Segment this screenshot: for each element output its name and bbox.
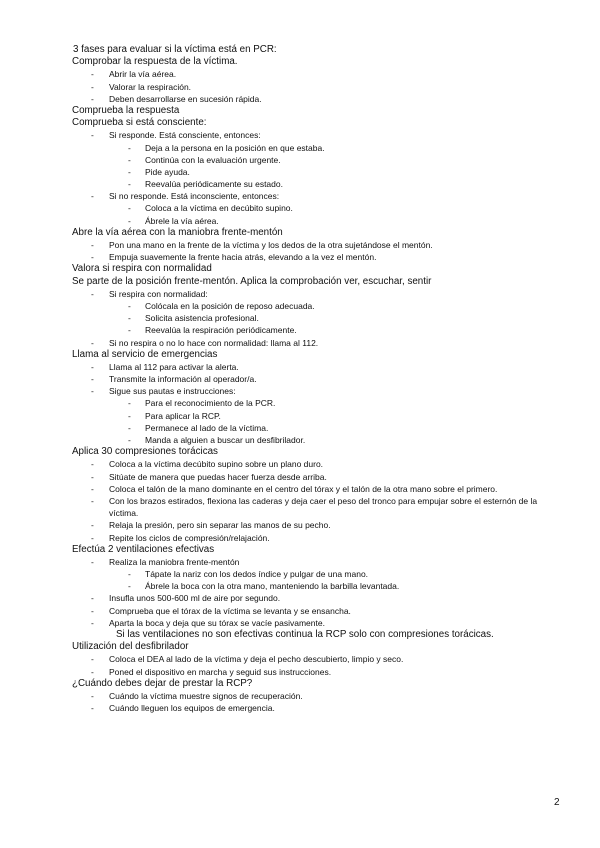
sub-bullet-item xyxy=(0,568,600,580)
line-text: Colócala en la posición de reposo adecuada. xyxy=(145,300,315,311)
line-text: Pon una mano en la frente de la víctima y los dedos de la otra sujetándose el mentón. xyxy=(109,240,433,250)
line-text: Valora si respira con normalidad xyxy=(72,263,212,275)
line-text: Realiza la maniobra frente-mentón xyxy=(109,556,240,567)
line-text: Sigue sus pautas e instrucciones: xyxy=(109,386,236,397)
sub-bullet-item xyxy=(0,202,600,214)
bullet-dash: - xyxy=(91,69,94,80)
bullet-dash: - xyxy=(91,471,94,482)
bullet-item xyxy=(0,532,600,544)
bullet-item xyxy=(0,68,600,80)
bullet-dash: - xyxy=(91,654,94,665)
bullet-item xyxy=(0,373,600,385)
bullet-item xyxy=(0,337,600,349)
bullet-item xyxy=(0,471,600,483)
bullet-dash: - xyxy=(91,252,94,263)
line-text: Poned el dispositivo en marcha y seguid sus instrucciones. xyxy=(109,666,332,677)
line-text: Ábrele la vía aérea. xyxy=(145,215,219,226)
line-text: Aparta la boca y deja que su tórax se vacíe pasivamente. xyxy=(109,617,325,628)
bullet-dash: - xyxy=(128,154,131,165)
section-heading xyxy=(0,263,600,275)
line-text: Comprueba la respuesta xyxy=(72,104,180,116)
bullet-dash: - xyxy=(91,617,94,628)
bullet-dash: - xyxy=(91,386,94,397)
section-heading xyxy=(0,641,600,653)
bullet-item xyxy=(0,239,600,251)
line-text: Empuja suavemente la frente hacia atrás, elevando a la vez el mentón. xyxy=(109,252,377,263)
bullet-item xyxy=(0,592,600,604)
bullet-dash: - xyxy=(91,459,94,470)
line-text: Utilización del desfibrilador xyxy=(72,641,189,653)
sub-bullet-item xyxy=(0,434,600,446)
line-text: Continúa con la evaluación urgente. xyxy=(145,154,281,165)
bullet-item xyxy=(0,129,600,141)
line-text: Insufla unos 500-600 ml de aire por segundo. xyxy=(109,593,281,604)
bullet-item xyxy=(0,690,600,702)
line-text: Si no respira o no lo hace con normalidad: llama al 112. xyxy=(109,337,319,348)
line-text: Pide ayuda. xyxy=(145,166,190,177)
bullet-item xyxy=(0,288,600,300)
bullet-item xyxy=(0,702,600,714)
bullet-dash: - xyxy=(91,240,94,250)
bullet-dash: - xyxy=(91,288,94,299)
section-heading xyxy=(0,349,600,361)
bullet-item xyxy=(0,495,549,519)
line-text: Comprueba que el tórax de la víctima se levanta y se ensancha. xyxy=(109,605,351,616)
bullet-dash: - xyxy=(91,191,94,202)
bullet-item xyxy=(0,251,600,263)
section-heading xyxy=(0,227,600,239)
bullet-item xyxy=(0,361,600,373)
line-text: Cuándo la víctima muestre signos de recuperación. xyxy=(109,690,303,701)
sub-bullet-item xyxy=(0,397,600,409)
section-heading xyxy=(0,105,600,117)
bullet-dash: - xyxy=(128,215,131,226)
sub-bullet-item xyxy=(0,324,600,336)
bullet-dash: - xyxy=(128,435,131,445)
line-text: Permanece al lado de la víctima. xyxy=(145,422,269,433)
bullet-item xyxy=(0,605,600,617)
bullet-item xyxy=(0,556,600,568)
bullet-dash: - xyxy=(91,703,94,714)
bullet-dash: - xyxy=(91,81,94,92)
line-text: Abre la vía aérea con la maniobra frente-mentón xyxy=(72,226,283,238)
bullet-dash: - xyxy=(91,361,94,372)
line-text: Manda a alguien a buscar un desfibrilador. xyxy=(145,435,306,445)
bullet-item xyxy=(0,483,549,495)
section-heading xyxy=(0,276,600,288)
line-text: Transmite la información al operador/a. xyxy=(109,374,257,385)
bullet-dash: - xyxy=(91,93,94,104)
section-heading xyxy=(0,544,600,556)
sub-bullet-item xyxy=(0,142,600,154)
line-text: 3 fases para evaluar si la víctima está en PCR: xyxy=(73,44,277,55)
sub-bullet-item xyxy=(0,154,600,166)
bullet-item xyxy=(0,519,600,531)
bullet-dash: - xyxy=(128,581,131,592)
line-text: Si respira con normalidad: xyxy=(109,288,208,299)
line-text: Coloca el DEA al lado de la víctima y deja el pecho descubierto, limpio y seco. xyxy=(109,654,404,665)
line-text: ¿Cuándo debes dejar de prestar la RCP? xyxy=(72,677,253,689)
section-heading xyxy=(0,446,600,458)
sub-bullet-item xyxy=(0,215,600,227)
bullet-dash: - xyxy=(128,203,131,214)
line-text: Coloca a la víctima decúbito supino sobre un plano duro. xyxy=(109,459,324,470)
bullet-dash: - xyxy=(128,398,131,409)
bullet-dash: - xyxy=(128,142,131,153)
sub-bullet-item xyxy=(0,422,600,434)
document-body xyxy=(0,44,600,714)
line-text: Se parte de la posición frente-mentón. Aplica la comprobación ver, escuchar, sentir xyxy=(72,275,432,287)
line-text: Reevalúa la respiración periódicamente. xyxy=(145,325,297,336)
line-text: Para el reconocimiento de la PCR. xyxy=(145,398,276,409)
line-text: Reevalúa periódicamente su estado. xyxy=(145,179,283,190)
bullet-dash: - xyxy=(128,179,131,190)
line-text: Deben desarrollarse en sucesión rápida. xyxy=(109,93,262,104)
line-text: Solicita asistencia profesional. xyxy=(145,313,259,324)
bullet-dash: - xyxy=(91,495,94,506)
line-text: Aplica 30 compresiones torácicas xyxy=(72,446,218,458)
bullet-dash: - xyxy=(91,605,94,616)
line-text: Relaja la presión, pero sin separar las manos de su pecho. xyxy=(109,520,331,531)
line-text: Llama al 112 para activar la alerta. xyxy=(109,361,239,372)
line-text: Valorar la respiración. xyxy=(109,81,192,92)
bullet-dash: - xyxy=(91,532,94,543)
bullet-item xyxy=(0,190,600,202)
line-text: Para aplicar la RCP. xyxy=(145,410,221,421)
sub-bullet-item xyxy=(0,166,600,178)
line-text: Tápate la nariz con los dedos índice y pulgar de una mano. xyxy=(145,569,369,580)
bullet-item xyxy=(0,81,600,93)
bullet-dash: - xyxy=(91,130,94,141)
bullet-dash: - xyxy=(128,410,131,421)
section-heading xyxy=(0,44,600,56)
line-text: Coloca el talón de la mano dominante en el centro del tórax y el talón de la otra mano sobre el primero. xyxy=(109,483,498,494)
line-text: Llama al servicio de emergencias xyxy=(72,348,218,360)
bullet-dash: - xyxy=(128,325,131,336)
note-text xyxy=(0,629,600,641)
line-text: Si no responde. Está inconsciente, entonces: xyxy=(109,191,280,202)
bullet-item xyxy=(0,458,600,470)
bullet-item xyxy=(0,653,600,665)
line-text: Con los brazos estirados, flexiona las caderas y deja caer el peso del tronco para empujar sobre el esternón de la víctima. xyxy=(109,495,538,519)
sub-bullet-item xyxy=(0,300,600,312)
sub-bullet-item xyxy=(0,410,600,422)
line-text: Comprobar la respuesta de la víctima. xyxy=(72,56,238,68)
line-text: Si las ventilaciones no son efectivas continua la RCP solo con compresiones torácicas. xyxy=(116,629,494,641)
line-text: Deja a la persona en la posición en que estaba. xyxy=(145,142,325,153)
bullet-dash: - xyxy=(128,569,131,580)
bullet-dash: - xyxy=(91,374,94,385)
section-heading xyxy=(0,56,600,68)
bullet-dash: - xyxy=(91,483,94,494)
bullet-dash: - xyxy=(91,593,94,604)
sub-bullet-item xyxy=(0,312,600,324)
line-text: Repite los ciclos de compresión/relajación. xyxy=(109,532,270,543)
bullet-dash: - xyxy=(91,337,94,348)
bullet-item xyxy=(0,385,600,397)
bullet-dash: - xyxy=(128,300,131,311)
section-heading xyxy=(0,678,600,690)
line-text: Comprueba si está consciente: xyxy=(72,117,207,129)
line-text: Si responde. Está consciente, entonces: xyxy=(109,130,261,141)
bullet-dash: - xyxy=(128,166,131,177)
line-text: Sitúate de manera que puedas hacer fuerza desde arriba. xyxy=(109,471,327,482)
page-number: 2 xyxy=(554,797,560,808)
bullet-dash: - xyxy=(91,666,94,677)
line-text: Coloca a la víctima en decúbito supino. xyxy=(145,203,293,214)
line-text: Abrir la vía aérea. xyxy=(109,69,177,80)
bullet-dash: - xyxy=(91,690,94,701)
bullet-dash: - xyxy=(91,520,94,531)
bullet-dash: - xyxy=(128,422,131,433)
line-text: Cuándo lleguen los equipos de emergencia. xyxy=(109,703,275,714)
line-text: Ábrele la boca con la otra mano, manteniendo la barbilla levantada. xyxy=(145,581,400,592)
bullet-item xyxy=(0,666,600,678)
bullet-dash: - xyxy=(91,556,94,567)
bullet-dash: - xyxy=(128,313,131,324)
bullet-item xyxy=(0,617,600,629)
line-text: Efectúa 2 ventilaciones efectivas xyxy=(72,543,215,555)
sub-bullet-item xyxy=(0,178,600,190)
section-heading xyxy=(0,117,600,129)
bullet-item xyxy=(0,93,600,105)
sub-bullet-item xyxy=(0,580,600,592)
